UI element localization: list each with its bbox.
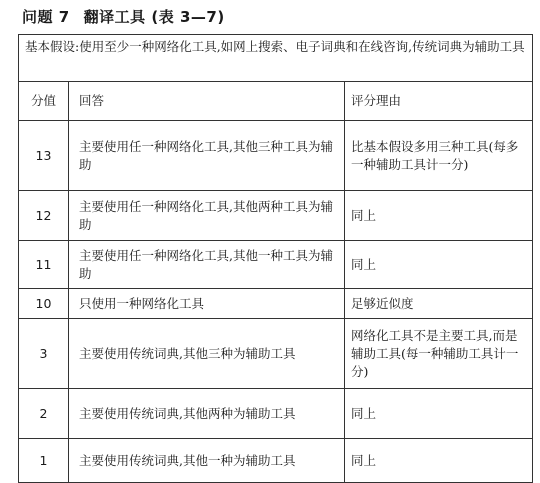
score-cell: 3 — [19, 319, 69, 389]
header-row — [19, 82, 533, 121]
reason-cell: 比基本假设多用三种工具(每多一种辅助工具计一分) — [345, 121, 533, 191]
score-cell: 11 — [19, 241, 69, 289]
reason-cell: 足够近似度 — [345, 289, 533, 319]
score-cell: 10 — [19, 289, 69, 319]
table-row — [19, 319, 533, 389]
header-score: 分值 — [19, 82, 69, 121]
reason-cell: 网络化工具不是主要工具,而是辅助工具(每一种辅助工具计一分) — [345, 319, 533, 389]
scoring-table — [18, 34, 533, 483]
table-row — [19, 289, 533, 319]
answer-cell: 只使用一种网络化工具 — [69, 289, 345, 319]
table-row — [19, 439, 533, 483]
reason-cell: 同上 — [345, 191, 533, 241]
score-cell: 1 — [19, 439, 69, 483]
header-answer: 回答 — [69, 82, 345, 121]
assumption-row — [19, 35, 533, 82]
answer-cell: 主要使用任一种网络化工具,其他两种工具为辅助 — [69, 191, 345, 241]
page-heading — [22, 4, 225, 30]
table-row — [19, 241, 533, 289]
reason-cell: 同上 — [345, 241, 533, 289]
answer-cell: 主要使用传统词典,其他两种为辅助工具 — [69, 389, 345, 439]
table-row — [19, 389, 533, 439]
table-row — [19, 191, 533, 241]
header-reason: 评分理由 — [345, 82, 533, 121]
answer-cell: 主要使用传统词典,其他三种为辅助工具 — [69, 319, 345, 389]
score-cell: 12 — [19, 191, 69, 241]
answer-cell: 主要使用任一种网络化工具,其他三种工具为辅助 — [69, 121, 345, 191]
question-number: 问题 7 — [22, 8, 70, 26]
score-cell: 2 — [19, 389, 69, 439]
assumption-text: 基本假设:使用至少一种网络化工具,如网上搜索、电子词典和在线咨询,传统词典为辅助工具 — [19, 35, 533, 82]
question-title: 翻译工具 (表 3—7) — [83, 8, 225, 26]
answer-cell: 主要使用任一种网络化工具,其他一种工具为辅助 — [69, 241, 345, 289]
answer-cell: 主要使用传统词典,其他一种为辅助工具 — [69, 439, 345, 483]
table-row — [19, 121, 533, 191]
reason-cell: 同上 — [345, 389, 533, 439]
reason-cell: 同上 — [345, 439, 533, 483]
score-cell: 13 — [19, 121, 69, 191]
